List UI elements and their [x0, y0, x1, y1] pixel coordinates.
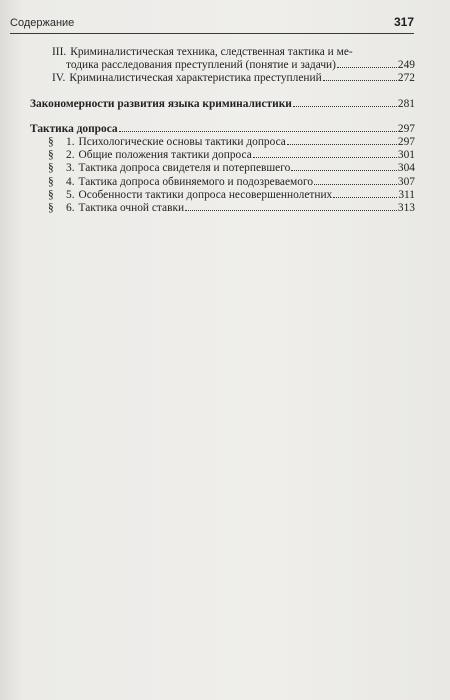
- toc-chapter-page: 281: [397, 97, 415, 110]
- toc-section-number: 6.: [66, 202, 75, 215]
- toc-section: [30, 202, 415, 215]
- dot-leader: [323, 80, 397, 81]
- dot-leader: [185, 210, 397, 211]
- toc-section: [30, 176, 415, 189]
- dot-leader: [291, 170, 397, 171]
- section-sign: §: [48, 202, 54, 215]
- toc-section: [30, 189, 415, 202]
- toc-section: [30, 149, 415, 162]
- dot-leader: [253, 157, 397, 158]
- toc-chapter-interrogation: [30, 123, 415, 136]
- section-sign: §: [48, 149, 54, 162]
- dot-leader: [119, 131, 397, 132]
- toc-section-line: [48, 162, 415, 175]
- toc-section-page: 301: [397, 149, 415, 162]
- toc-section-text: Общие положения тактики допроса: [78, 149, 252, 162]
- toc-section-text: Тактика очной ставки: [78, 202, 185, 215]
- toc-section-line: [48, 136, 415, 149]
- section-sign: §: [48, 136, 54, 149]
- toc-section-text: Особенности тактики допроса несовершеннолетних: [78, 188, 333, 201]
- toc-section-page: 313: [397, 202, 415, 215]
- toc-chapter-interrogation-line: [30, 123, 415, 136]
- toc-entry-text: Криминалистическая характеристика преступлений: [69, 72, 322, 85]
- toc-section: [30, 162, 415, 175]
- toc-section-number: 1.: [66, 136, 75, 149]
- section-sign: §: [48, 162, 54, 175]
- toc-section-number: 2.: [66, 149, 75, 162]
- toc-section-page: 311: [398, 188, 415, 201]
- running-header: [10, 17, 414, 34]
- toc-section-page: 307: [397, 175, 415, 188]
- dot-leader: [337, 67, 397, 68]
- dot-leader: [333, 197, 397, 198]
- toc-section-page: 304: [397, 162, 415, 175]
- toc-section-line: [48, 176, 415, 189]
- dot-leader: [287, 144, 397, 145]
- dot-leader: [293, 106, 397, 107]
- toc-entry-number: IV.: [52, 72, 66, 85]
- section-sign: §: [48, 188, 54, 201]
- toc-section: [30, 136, 415, 149]
- table-of-contents: [30, 46, 415, 215]
- toc-section-line: [48, 189, 415, 202]
- toc-chapter-patterns: [30, 98, 415, 111]
- page-number: 317: [393, 15, 414, 29]
- toc-section-number: 5.: [66, 188, 75, 201]
- toc-section-number: 3.: [66, 162, 75, 175]
- section-sign: §: [48, 175, 54, 188]
- toc-section-line: [48, 149, 415, 162]
- toc-section-number: 4.: [66, 175, 75, 188]
- toc-section-text: Психологические основы тактики допроса: [78, 136, 286, 149]
- toc-entry-number: III.: [52, 46, 67, 58]
- toc-chapter-page: 297: [397, 122, 415, 135]
- toc-chapter-title: Тактика допроса: [30, 122, 118, 135]
- toc-section-line: [48, 202, 415, 215]
- toc-entry-page: 272: [397, 72, 415, 85]
- toc-entry-iv-line: [52, 72, 415, 85]
- toc-entry-text-continued: тодика расследования преступлений (понятие и задачи): [66, 59, 336, 72]
- toc-entry-iii: [30, 46, 415, 72]
- toc-chapter-title: Закономерности развития языка криминалистики: [30, 97, 292, 110]
- toc-section-text: Тактика допроса обвиняемого и подозреваемого: [78, 175, 314, 188]
- toc-entry-page: 249: [397, 59, 415, 72]
- running-title: Содержание: [10, 17, 75, 29]
- toc-section-text: Тактика допроса свидетеля и потерпевшего: [78, 162, 291, 175]
- toc-section-page: 297: [397, 136, 415, 149]
- toc-entry-iii-line2: [52, 59, 415, 72]
- toc-entry-iii-line1: [52, 46, 415, 59]
- toc-entry-text: Криминалистическая техника, следственная тактика и ме-: [70, 46, 353, 58]
- toc-entry-iv: [30, 72, 415, 85]
- dot-leader: [314, 184, 397, 185]
- toc-chapter-patterns-line: [30, 98, 415, 111]
